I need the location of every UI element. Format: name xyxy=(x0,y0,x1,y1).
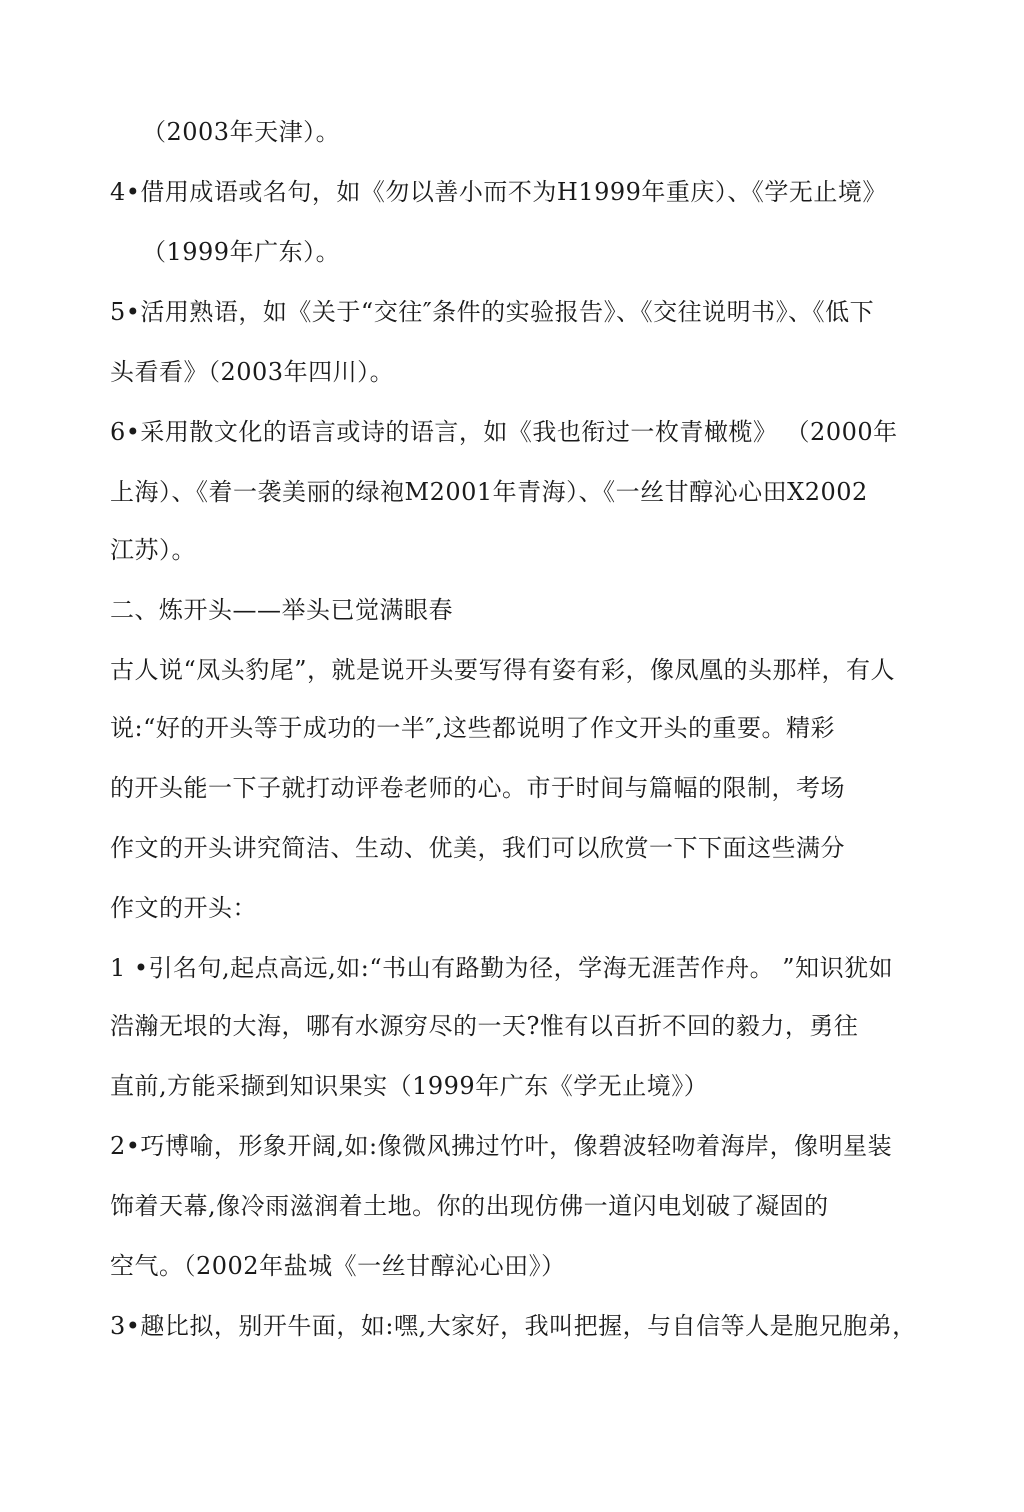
text-line: 5•活用熟语，如《关于“交往″条件的实验报告》、《交往说明书》、《低下 xyxy=(110,298,875,326)
text-line: 直前,方能采撷到知识果实（1999年广东《学无止境》） xyxy=(110,1072,709,1100)
text-line: 说:“好的开头等于成功的一半″,这些都说明了作文开头的重要。精彩 xyxy=(110,714,835,742)
text-line: （1999年广东）。 xyxy=(142,238,341,266)
text-line: 饰着天幕,像冷雨滋润着土地。你的出现仿佛一道闪电划破了凝固的 xyxy=(110,1192,829,1220)
text-line: 的开头能一下子就打动评卷老师的心。市于时间与篇幅的限制，考场 xyxy=(110,774,845,802)
text-line: 头看看》（2003年四川）。 xyxy=(110,358,395,386)
text-line: 4•借用成语或名句，如《勿以善小而不为H1999年重庆）、《学无止境》 xyxy=(110,178,887,206)
text-line: 3•趣比拟，别开牛面，如:嘿,大家好，我叫把握，与自信等人是胞兄胞弟， xyxy=(110,1312,917,1340)
section-heading: 二、炼开头——举头已觉满眼春 xyxy=(110,596,453,624)
text-line: 古人说“凤头豹尾”，就是说开头要写得有姿有彩，像凤凰的头那样，有人 xyxy=(110,656,896,684)
text-line: 上海）、《着一袭美丽的绿袍M2001年青海）、《一丝甘醇沁心田X2002 xyxy=(110,478,868,506)
text-line: 空气。（2002年盐城《一丝甘醇沁心田》） xyxy=(110,1252,566,1280)
text-line: 6•采用散文化的语言或诗的语言，如《我也衔过一枚青橄榄》 （2000年 xyxy=(110,418,898,446)
text-line: 江苏）。 xyxy=(110,536,196,564)
text-line: （2003年天津）。 xyxy=(142,118,341,146)
text-line: 浩瀚无垠的大海，哪有水源穷尽的一天?惟有以百折不回的毅力，勇往 xyxy=(110,1012,859,1040)
text-line: 2•巧博喻，形象开阔,如:像微风拂过竹叶，像碧波轻吻着海岸，像明星装 xyxy=(110,1132,893,1160)
text-line: 1 •引名句,起点高远,如:“书山有路勤为径，学海无涯苦作舟。 ”知识犹如 xyxy=(110,954,894,982)
text-line: 作文的开头： xyxy=(110,894,257,922)
text-line: 作文的开头讲究简洁、生动、优美，我们可以欣赏一下下面这些满分 xyxy=(110,834,845,862)
